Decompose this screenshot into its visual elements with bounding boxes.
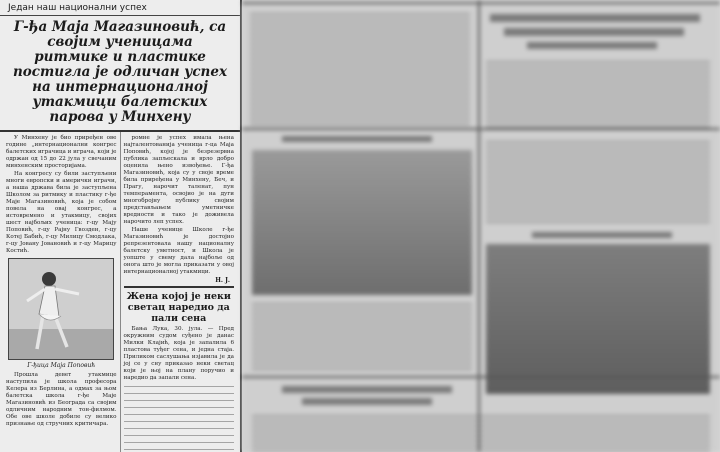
article-paragraph: ромне је успех имала њена најталентованија ученица г-ца Маја Поповић, којој је безрезервна публика запљескала и врло добро оценила њено извођење. Г-ђа Магазиновић, која су у своје време била приређена у Минхену, Беч, и Прагу, нарочит таленат, пун темперамента, освојио је на дуги многобројну публику својим представљањем уметничке вредности и тако је доживела нарочито леп успех. [123, 135, 234, 225]
section-rule [242, 376, 720, 378]
blurred-text-block [486, 138, 710, 226]
column-rule [478, 0, 480, 452]
blurred-text-block [252, 412, 710, 452]
dancer-figure-icon [9, 259, 113, 359]
text-lines [124, 383, 235, 452]
blurred-headline [527, 42, 657, 49]
dancer-photo [8, 258, 114, 360]
article-paragraph: У Минхену је био приређен ове године „интернационални конгрес балетских играчица и играча, који је одржан од 15 до 22 јула у свечаним минхенским просторијама. [6, 135, 117, 169]
article-body [0, 132, 240, 452]
blurred-headline [490, 14, 700, 22]
blurred-photo [486, 244, 710, 394]
blurred-photo [252, 150, 472, 295]
blurred-page-area [242, 0, 720, 452]
blurred-headline [532, 232, 672, 238]
article-paragraph: Прошла девет утакмице наступила је школа професора Келера из Берлина, а одмах за њом балетска школа г-ђе Маје Магазиновић из Београда са својим одличним народним тон-филмом. Обе ове школе добиле су велико признање од стручних критичара. [6, 372, 117, 427]
section-rule [242, 128, 720, 130]
article-paragraph: На конгресу су били заступљени многи европски и амерички играчи, а наша држава била је заступљена Школом за ритмику и пластику г-ђе Маје Магазиновић, која је собом повела на овај конгрес, а истовремено и утакмицу, својих шест најбољих ученица: г-цу Мају Поповић, г-цу Рајну Гвозден, г-цу Котеј Бабић, г-цу Милицу Смодлака, г-цу Јовану Јовановић и г-цу Марицу Костић. [6, 171, 117, 254]
blurred-text-block [250, 10, 470, 125]
photo-caption: Г-ђица Маја Поповић [27, 362, 96, 369]
article-headline: Г-ђа Маја Магазиновић, са својим ученицама ритмике и пластике постигла је одличан успех на интернационалној утакмици балетских парова у Минхену [0, 16, 240, 132]
top-rule [242, 2, 720, 4]
author-signature: Н. Ј. [215, 277, 230, 284]
blurred-headline [282, 386, 452, 393]
focused-article-column [0, 0, 242, 452]
second-article-headline: Жена којој је неки светац наредио да пали сена [124, 286, 235, 326]
article-column-2 [120, 132, 241, 452]
article-paragraph: Наше ученице Школе г-ђе Магазиновић је достојно репрезентовала нашу националну балетску уметност, и Школа је уопште у свему дала најбоље од онога што је могла приказати у овој интернационалној утакмици. [123, 227, 234, 275]
second-article-lead: Бања Лука, 30. јула. — Пред окружним судом суђено је данас Милки Клајић, која је запалила 6 пластова туђег сена, и једна стаја. Приликом саслушања изјавила је да јој се у сну приказао неки светац који је њој на плану поручио и наредио да запали сена. [123, 326, 234, 381]
blurred-text-block [486, 58, 710, 128]
blurred-headline [504, 28, 684, 36]
blurred-headline [282, 136, 432, 142]
blurred-headline [302, 398, 432, 405]
blurred-text-block [252, 300, 472, 370]
kicker: Један наш национални успех [0, 0, 240, 16]
article-column-1 [0, 132, 120, 452]
